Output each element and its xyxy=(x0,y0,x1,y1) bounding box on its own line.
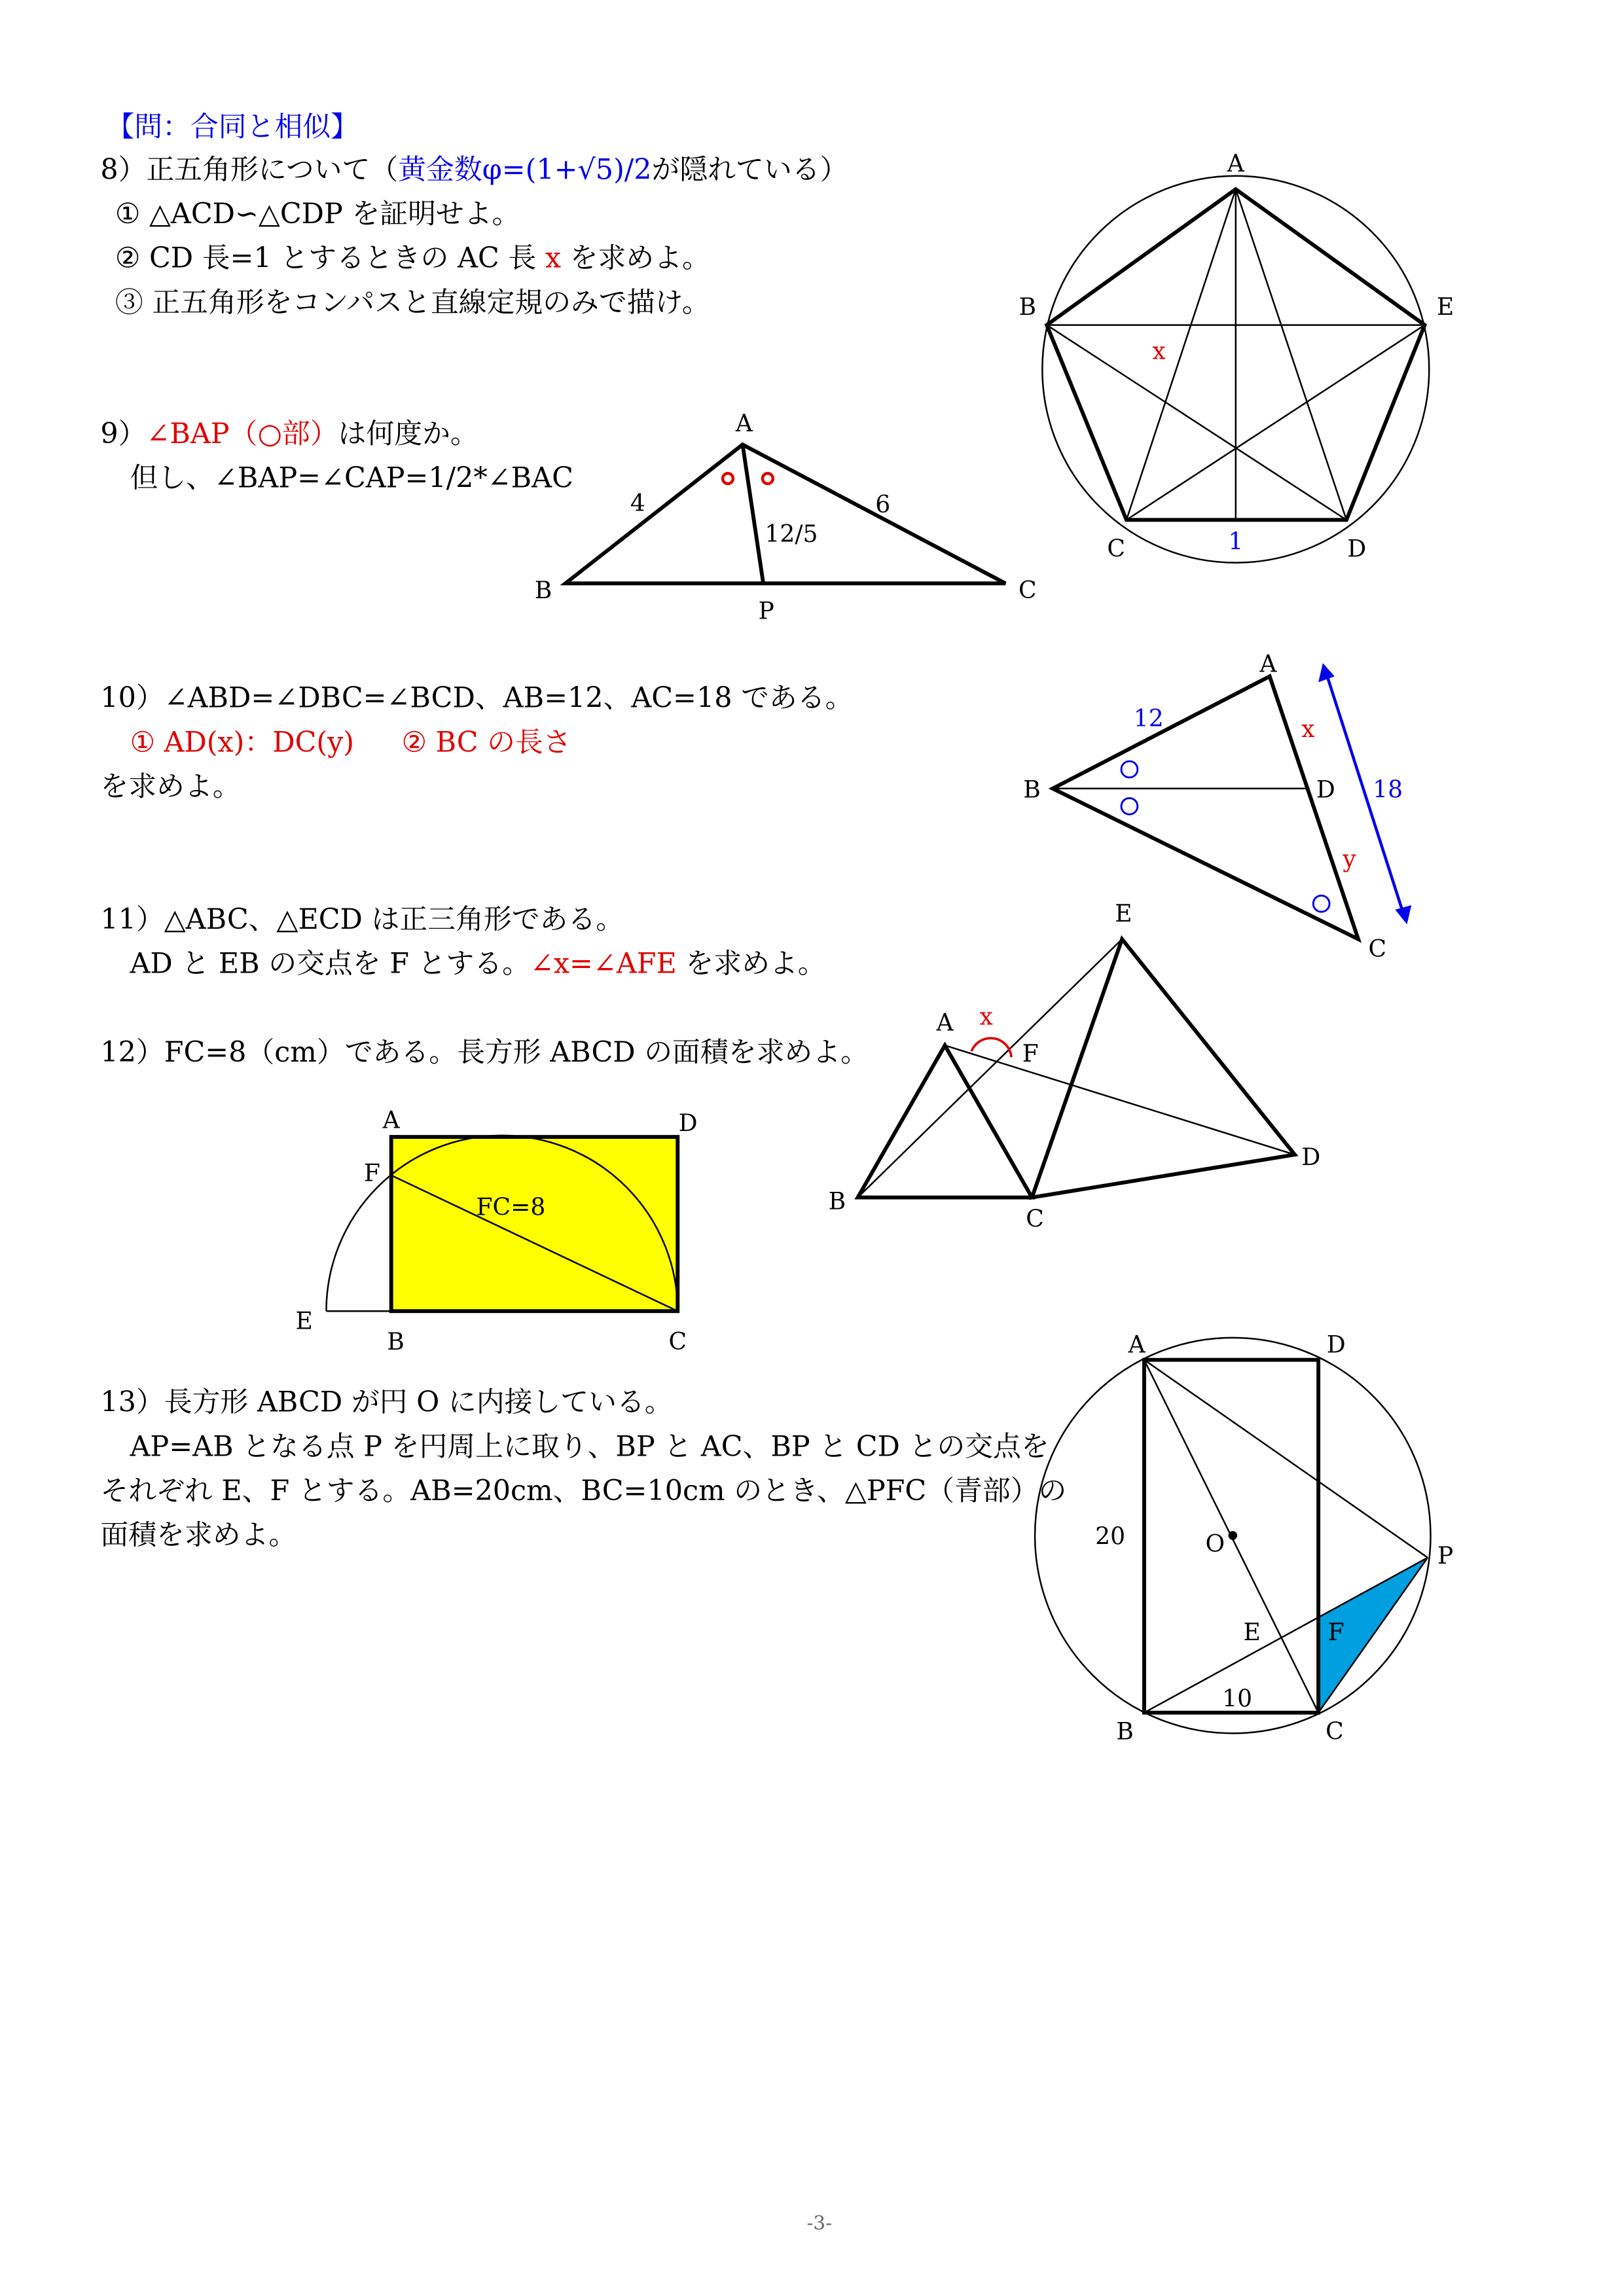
svg-text:A: A xyxy=(382,1106,400,1134)
angle-x-arc xyxy=(971,1038,1011,1057)
svg-text:F: F xyxy=(1022,1040,1039,1068)
q10-line3: を求めよ。 xyxy=(100,770,241,804)
q13-line3: それぞれ E、F とする。AB=20cm、BC=10cm のとき、△PFC（青部）の xyxy=(100,1474,1067,1507)
q13-line4: 面積を求めよ。 xyxy=(100,1518,297,1552)
svg-text:A: A xyxy=(1259,650,1277,678)
svg-text:P: P xyxy=(1437,1541,1454,1570)
svg-text:x: x xyxy=(1152,337,1166,365)
svg-text:C: C xyxy=(668,1327,687,1355)
svg-text:C: C xyxy=(1026,1205,1044,1233)
pentagon-figure xyxy=(1019,150,1454,563)
q12-heading: 12）FC=8（cm）である。長方形 ABCD の面積を求めよ。 xyxy=(100,1036,869,1069)
svg-text:x: x xyxy=(979,1003,993,1031)
svg-text:B: B xyxy=(828,1187,846,1215)
svg-text:18: 18 xyxy=(1373,776,1403,804)
svg-text:12/5: 12/5 xyxy=(765,520,818,548)
equilateral-triangles-figure xyxy=(829,900,1321,1233)
svg-text:E: E xyxy=(1115,899,1132,927)
svg-text:B: B xyxy=(1019,293,1037,321)
inscribed-rectangle-figure xyxy=(1035,1331,1453,1745)
svg-text:B: B xyxy=(534,576,552,604)
svg-text:P: P xyxy=(758,597,774,625)
rectangle-fc-figure xyxy=(295,1107,697,1355)
svg-text:B: B xyxy=(387,1327,405,1355)
svg-text:E: E xyxy=(1243,1619,1261,1647)
svg-text:O: O xyxy=(1205,1530,1225,1558)
svg-text:x: x xyxy=(1301,715,1315,743)
svg-text:F: F xyxy=(363,1159,380,1187)
section-title: 【問：合同と相似】 xyxy=(106,110,359,143)
page-number: -3- xyxy=(806,2212,833,2234)
svg-text:C: C xyxy=(1107,535,1125,563)
q10-heading: 10）∠ABD=∠DBC=∠BCD、AB=12、AC=18 である。 xyxy=(100,681,854,715)
angle-mark xyxy=(763,473,773,484)
svg-text:A: A xyxy=(1227,150,1244,178)
q10-item2: ② BC の長さ xyxy=(401,726,571,759)
svg-text:4: 4 xyxy=(630,489,645,517)
svg-text:E: E xyxy=(1436,293,1454,321)
q8-heading: 8）正五角形について（黄金数φ=(1+√5)/2が隠れている） xyxy=(100,153,848,187)
q13-line2: AP=AB となる点 P を円周上に取り、BP と AC、BP と CD との交点を xyxy=(130,1430,1049,1463)
svg-text:A: A xyxy=(936,1009,954,1037)
svg-text:A: A xyxy=(1128,1331,1146,1359)
svg-text:E: E xyxy=(295,1307,313,1335)
svg-text:1: 1 xyxy=(1228,528,1244,556)
q11-heading: 11）△ABC、△ECD は正三角形である。 xyxy=(100,903,624,937)
q9-condition: 但し、∠BAP=∠CAP=1/2*∠BAC xyxy=(130,461,573,495)
svg-text:D: D xyxy=(1316,776,1335,804)
svg-text:C: C xyxy=(1018,576,1037,604)
q9-heading: 9）∠BAP（○部）は何度か。 xyxy=(100,418,478,451)
svg-text:B: B xyxy=(1023,776,1041,804)
svg-text:12: 12 xyxy=(1133,705,1164,733)
svg-text:D: D xyxy=(1326,1331,1346,1359)
svg-text:D: D xyxy=(1301,1143,1321,1171)
q13-heading: 13）長方形 ABCD が円 O に内接している。 xyxy=(100,1386,673,1419)
svg-text:FC=8: FC=8 xyxy=(476,1193,546,1221)
svg-text:D: D xyxy=(678,1109,698,1138)
q8-item1: ① △ACD∽△CDP を証明せよ。 xyxy=(115,197,520,230)
svg-text:6: 6 xyxy=(875,491,891,519)
angle-mark xyxy=(723,473,733,484)
svg-text:10: 10 xyxy=(1222,1685,1253,1713)
svg-text:D: D xyxy=(1347,535,1367,563)
triangle-bap-figure xyxy=(535,410,1037,624)
svg-text:B: B xyxy=(1116,1717,1134,1746)
q10-item1: ① AD(x)：DC(y) xyxy=(130,726,355,759)
svg-text:C: C xyxy=(1326,1717,1344,1746)
q8-item2: ② CD 長=1 とするときの AC 長 x を求めよ。 xyxy=(115,242,710,275)
svg-text:20: 20 xyxy=(1095,1522,1126,1551)
svg-text:A: A xyxy=(735,409,753,437)
svg-text:F: F xyxy=(1327,1619,1344,1647)
q8-item3: ③ 正五角形をコンパスと直線定規のみで描け。 xyxy=(115,286,710,319)
q11-line2: AD と EB の交点を F とする。∠x=∠AFE を求めよ。 xyxy=(130,947,826,980)
svg-text:y: y xyxy=(1343,845,1356,873)
svg-text:C: C xyxy=(1368,935,1387,963)
triangle-abc-10-figure xyxy=(1023,651,1411,963)
